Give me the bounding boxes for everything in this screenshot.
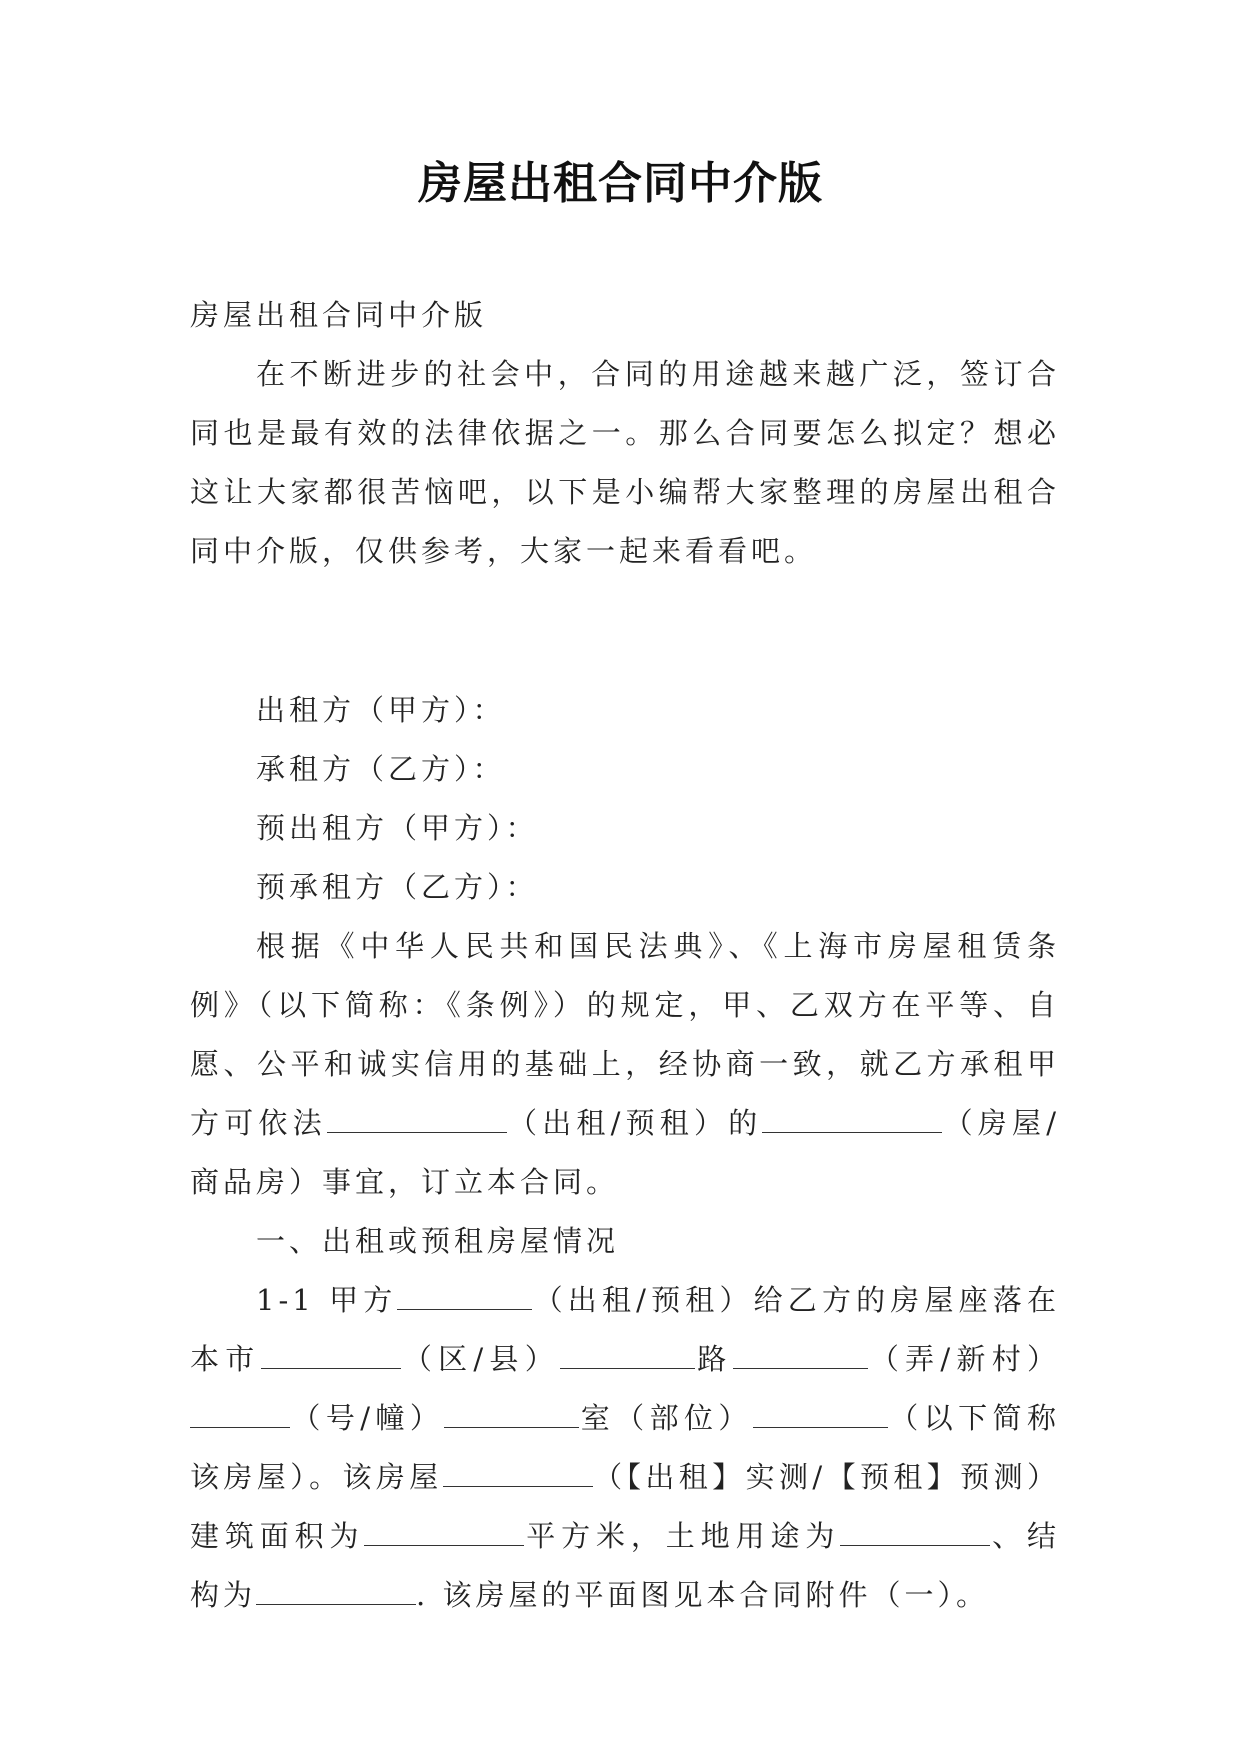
blank-field[interactable] xyxy=(364,1519,524,1546)
blank-field[interactable] xyxy=(327,1106,507,1133)
party-lessee: 承租方（乙方）： xyxy=(256,752,506,786)
intro-paragraph: 在不断进步的社会中，合同的用途越来越广泛，签订合同也是最有效的法律依据之一。那么合同要怎么拟定？想必这让大家都很苦恼吧，以下是小编帮大家整理的房屋出租合同中介版，仅供参考，大家一起来看看吧。 xyxy=(190,357,1060,568)
document-title: 房屋出租合同中介版 xyxy=(418,158,823,209)
blank-field[interactable] xyxy=(733,1342,868,1369)
clause-text: （区/县） xyxy=(400,1342,560,1376)
party-lessor: 出租方（甲方）： xyxy=(256,693,506,727)
blank-field[interactable] xyxy=(840,1519,990,1546)
clause-text: 室（部位） xyxy=(579,1401,753,1435)
paragraph-gap xyxy=(190,581,1060,681)
basis-text-1: 根据《中华人民共和国民法典》、《上海市房屋租赁条例》（以下简称：《条例》）的规定，甲、乙双方在平等、自愿、公平和诚实信用的基础上，经协商一致，就乙方承租甲方可依法 xyxy=(190,929,1060,1140)
section-heading: 一、出租或预租房屋情况 xyxy=(256,1224,620,1258)
blank-field[interactable] xyxy=(444,1401,579,1428)
blank-field[interactable] xyxy=(762,1106,942,1133)
blank-field[interactable] xyxy=(261,1342,401,1369)
blank-field[interactable] xyxy=(560,1342,695,1369)
clause-text: （【出租】实测/【预租】预测）建筑面积为 xyxy=(190,1460,1060,1553)
clause-text: （出租/预租）给乙方的房屋座落在本市 xyxy=(190,1283,1061,1376)
clause-text: 平方米，土地用途为 xyxy=(524,1519,841,1553)
party-pre-lessee: 预承租方（乙方）： xyxy=(256,870,539,904)
clause-text: 路 xyxy=(695,1342,733,1376)
blank-field[interactable] xyxy=(256,1578,416,1605)
clause-text: （号/幢） xyxy=(290,1401,445,1435)
basis-text-3: （房屋/商品房）事宜，订立本合同。 xyxy=(190,1106,1060,1199)
clause-text: 、结构为 xyxy=(190,1519,1060,1612)
blank-field[interactable] xyxy=(397,1283,532,1310)
basis-text-2: （出租/预租）的 xyxy=(506,1106,763,1140)
blank-field[interactable] xyxy=(753,1401,888,1428)
blank-field[interactable] xyxy=(190,1401,290,1428)
clause-text: . 该房屋的平面图见本合同附件（一）。 xyxy=(416,1578,989,1612)
blank-field[interactable] xyxy=(443,1460,593,1487)
party-pre-lessor: 预出租方（甲方）： xyxy=(256,811,539,845)
clause-1-1 xyxy=(190,1271,1060,1625)
basis-paragraph xyxy=(190,917,1060,1212)
clause-text: （以下简称该房屋）。该房屋 xyxy=(190,1401,1060,1494)
clause-text: 1-1 甲方 xyxy=(256,1283,398,1317)
clause-text: （弄/新村） xyxy=(867,1342,1060,1376)
document-body xyxy=(190,286,1060,1625)
document-subtitle: 房屋出租合同中介版 xyxy=(190,298,488,332)
